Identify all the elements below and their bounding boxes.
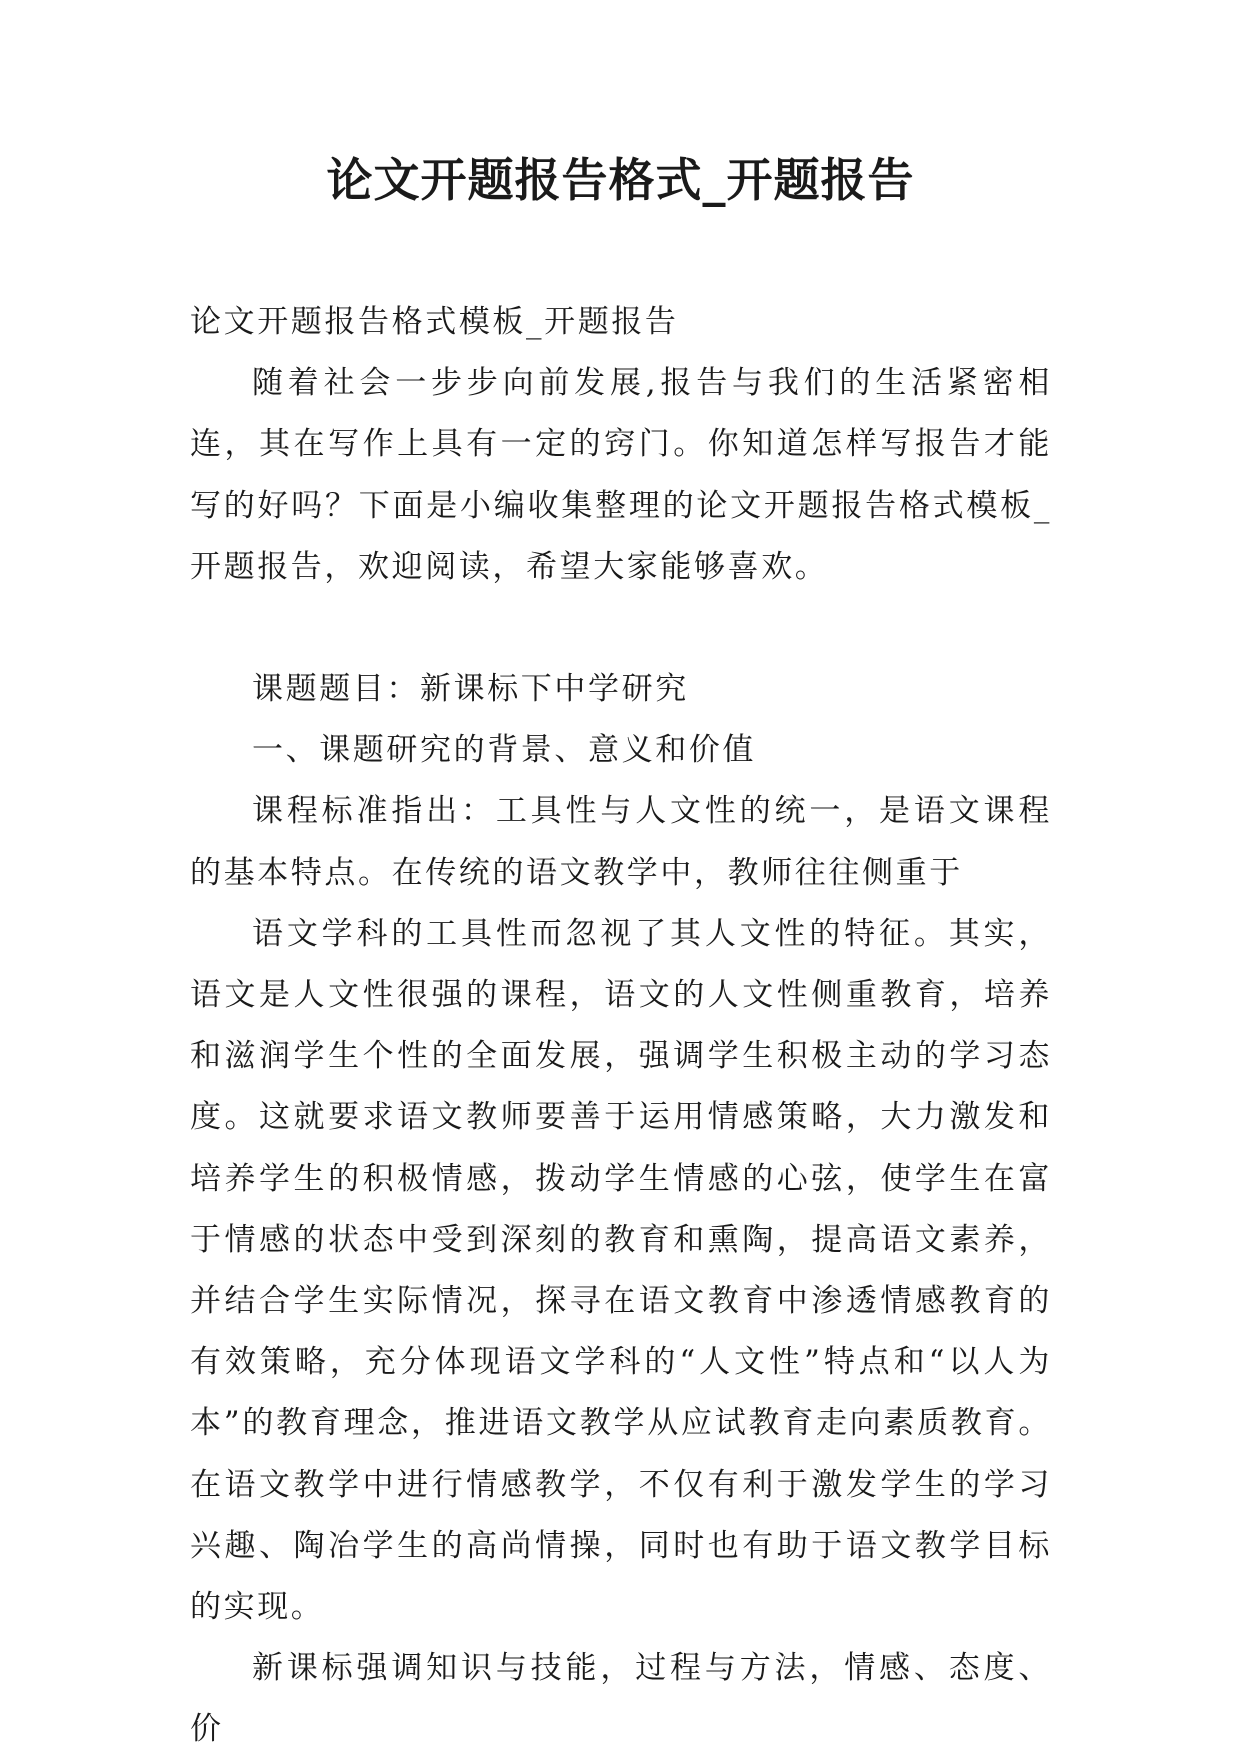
- body-paragraph-2: 语文学科的工具性而忽视了其人文性的特征。其实，语文是人文性很强的课程，语文的人文性侧重教育，培养和滋润学生个性的全面发展，强调学生积极主动的学习态度。这就要求语文教师要善于运用情感策略，大力激发和培养学生的积极情感，拨动学生情感的心弦，使学生在富于情感的状态中受到深刻的教育和熏陶，提高语文素养，并结合学生实际情况，探寻在语文教育中渗透情感教育的有效策略，充分体现语文学科的“人文性”特点和“以人为本”的教育理念，推进语文教学从应试教育走向素质教育。在语文教学中进行情感教学，不仅有利于激发学生的学习兴趣、陶冶学生的高尚情操，同时也有助于语文教学目标的实现。: [190, 915, 1052, 1626]
- body-paragraph-3: 新课标强调知识与技能，过程与方法，情感、态度、价: [190, 1650, 1052, 1748]
- document-title: 论文开题报告格式_开题报告: [326, 153, 915, 207]
- body-paragraph-1: 课程标准指出：工具性与人文性的统一，是语文课程的基本特点。在传统的语文教学中，教师往往侧重于: [190, 793, 1052, 891]
- intro-paragraph: 随着社会一步步向前发展,报告与我们的生活紧密相连，其在写作上具有一定的窍门。你知道怎样写报告才能写的好吗？下面是小编收集整理的论文开题报告格式模板_开题报告，欢迎阅读，希望大家能够喜欢。: [190, 365, 1052, 585]
- topic-line: 课题题目：新课标下中学研究: [252, 671, 689, 708]
- section-heading: 一、课题研究的背景、意义和价值: [252, 732, 756, 769]
- document-subtitle: 论文开题报告格式模板_开题报告: [190, 304, 679, 340]
- document-body: [190, 292, 1052, 1761]
- paragraph-spacer: [190, 598, 1052, 659]
